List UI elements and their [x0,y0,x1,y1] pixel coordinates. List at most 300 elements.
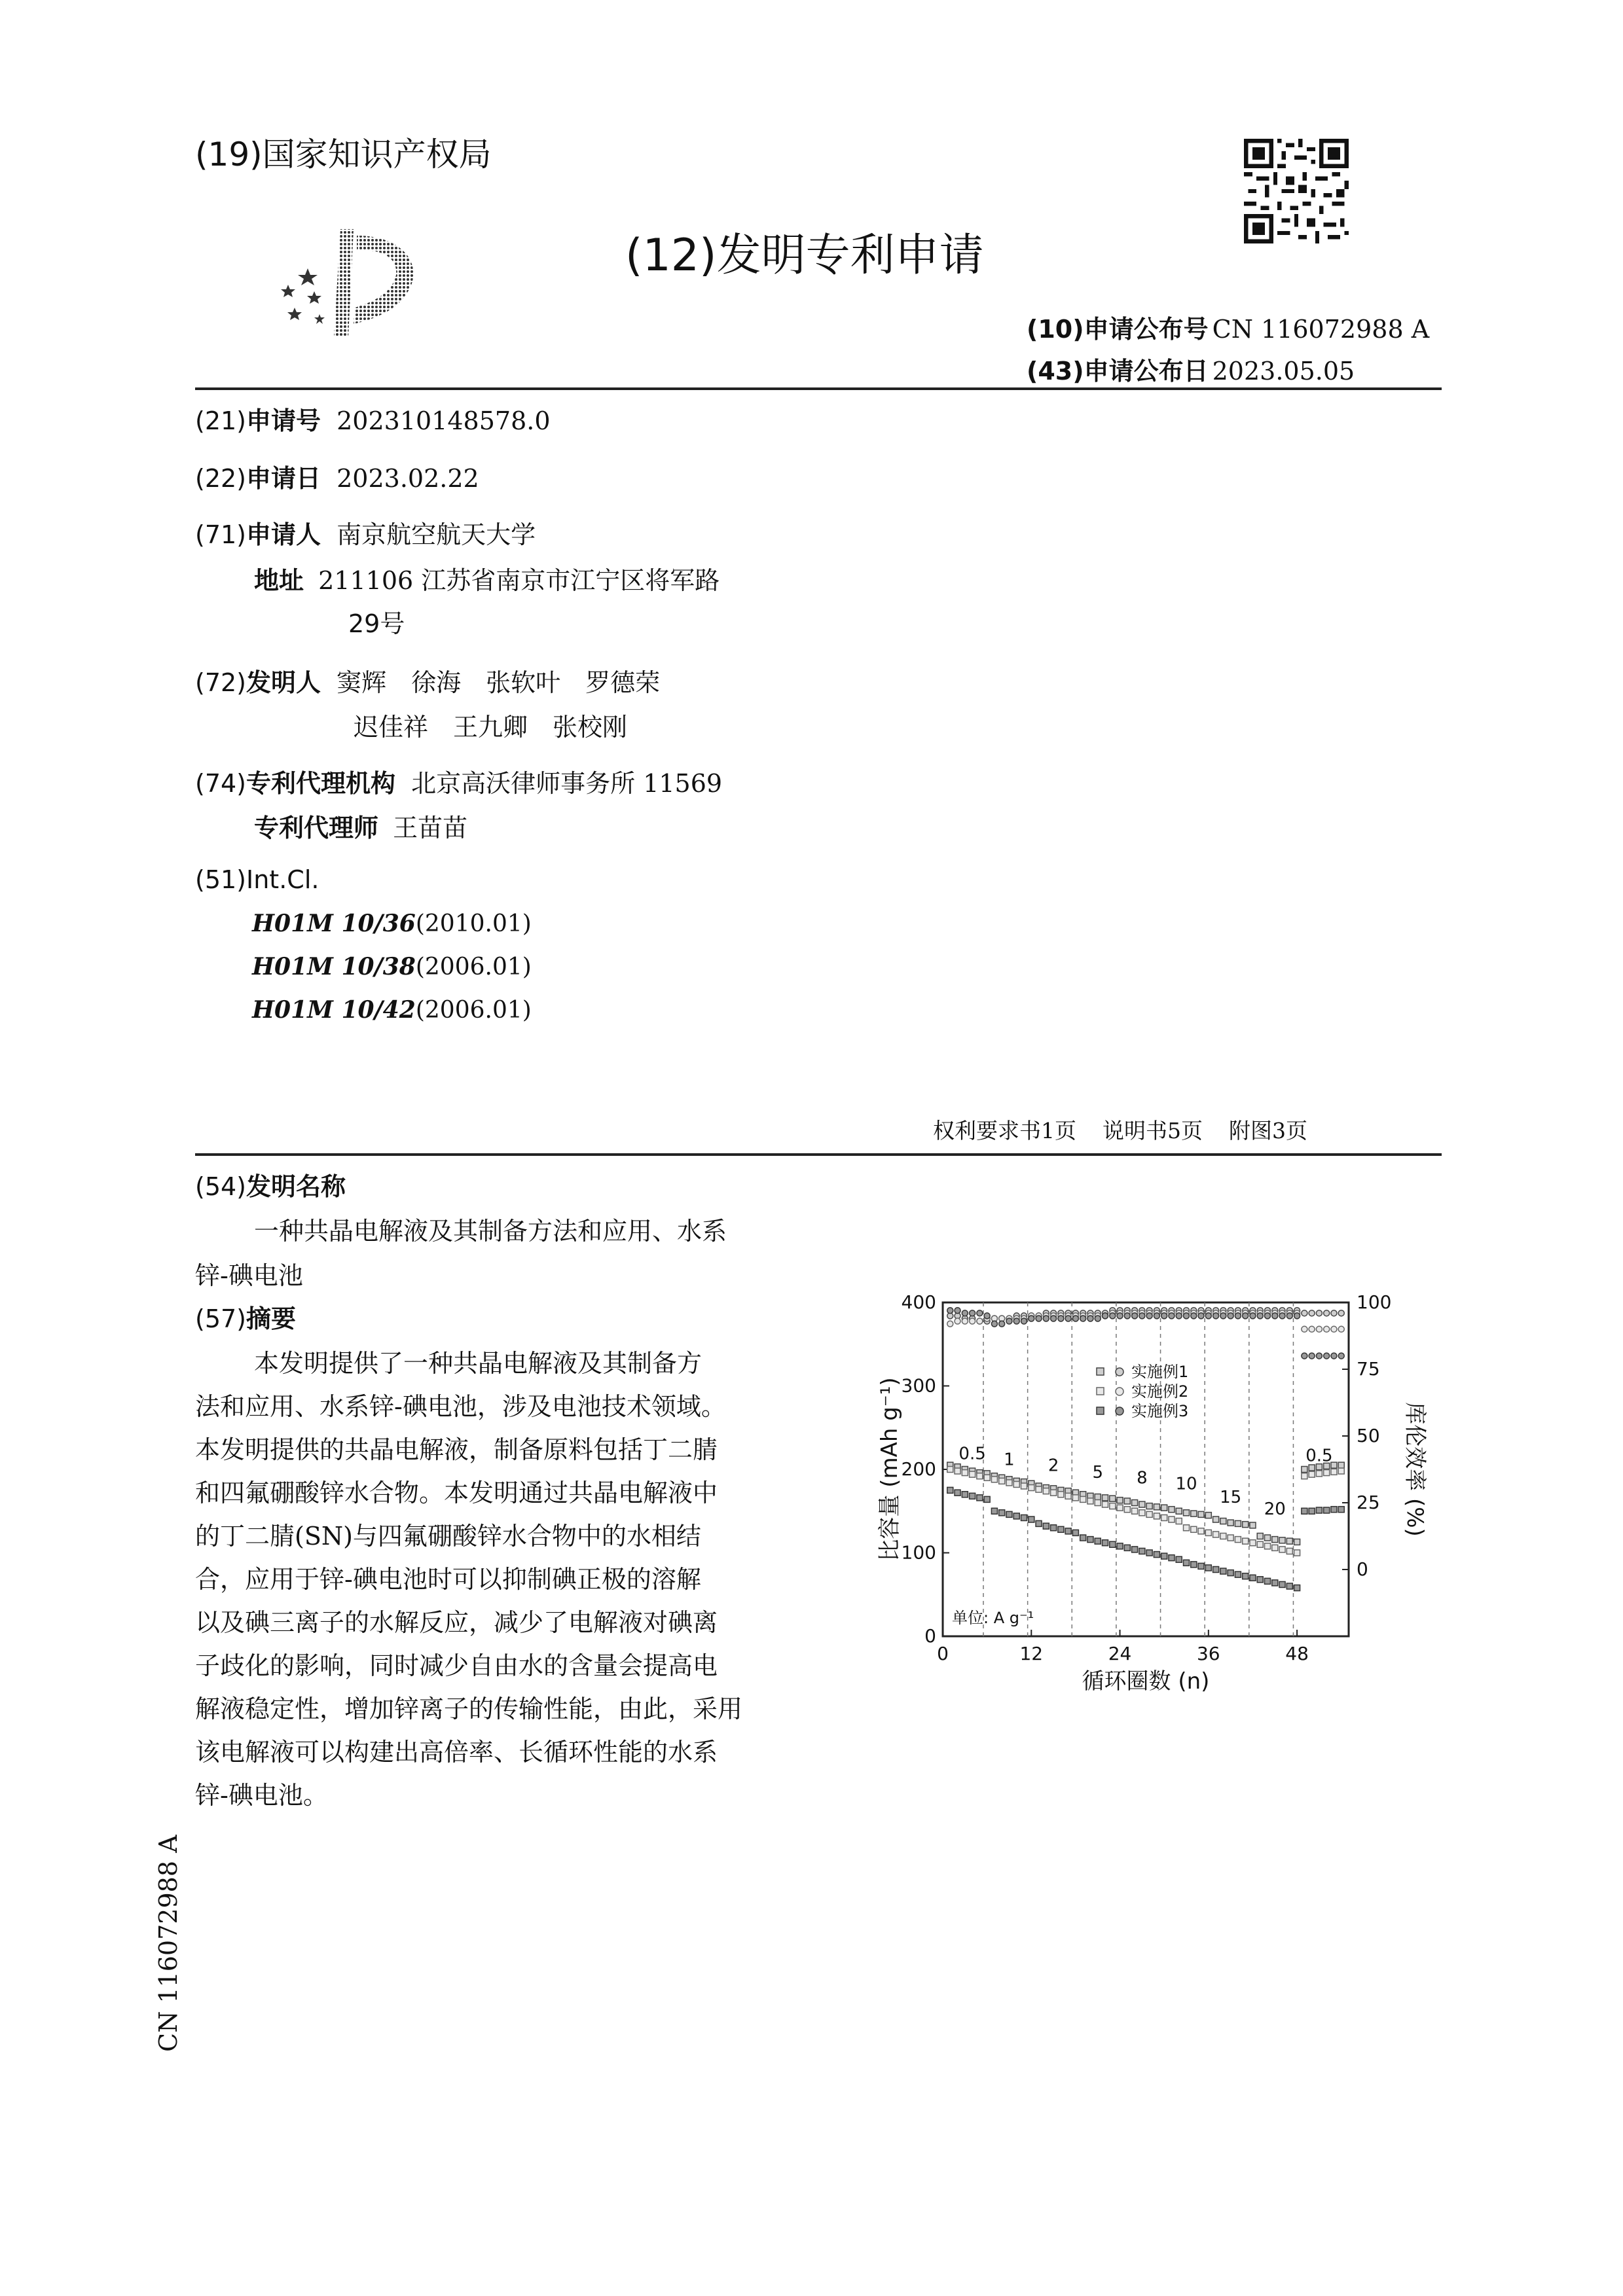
capacity-point [1198,1528,1204,1534]
capacity-point [1191,1526,1197,1532]
y-tick-label: 400 [901,1291,936,1313]
capacity-point [1117,1498,1123,1503]
capacity-point [1243,1522,1249,1528]
field-label: 专利代理机构 [246,769,396,798]
efficiency-point [1124,1313,1130,1319]
field-code: (71) [195,520,247,549]
capacity-point [984,1496,990,1502]
capacity-point [1124,1545,1130,1551]
efficiency-point [962,1318,968,1324]
field-agency [195,763,722,799]
field-label: 申请号 [246,406,321,435]
capacity-point [1294,1585,1300,1591]
capacity-point [1065,1493,1071,1499]
invention-title-line2: 锌-碘电池 [195,1261,303,1290]
efficiency-point [1324,1310,1330,1316]
y2-tick-label: 100 [1357,1291,1392,1313]
efficiency-point [1316,1310,1322,1316]
capacity-point [1184,1510,1190,1516]
abstract-heading [195,1299,296,1335]
field-address-line2: 29号 [348,609,405,638]
capacity-point [1265,1578,1271,1584]
efficiency-point [1324,1326,1330,1332]
capacity-point [1338,1507,1344,1513]
rate-label: 15 [1220,1488,1242,1507]
document-type: (12)发明专利申请 [625,230,984,281]
capacity-point [1146,1550,1152,1556]
rate-label: 20 [1264,1499,1286,1519]
capacity-point [1029,1485,1034,1491]
capacity-point [1302,1467,1307,1473]
x-tick-label: 0 [937,1643,949,1664]
capacity-point [1220,1534,1226,1539]
efficiency-point [1184,1313,1190,1319]
capacity-point [1103,1501,1108,1507]
capacity-point [1146,1503,1152,1509]
capacity-point [1043,1523,1049,1529]
field-value: 南京航空航天大学 [337,520,536,549]
abstract-line: 以及碘三离子的水解反应，减少了电解液对碘离 [195,1608,718,1637]
field-value: 王苗苗 [393,814,468,842]
efficiency-point [1036,1316,1042,1321]
efficiency-point [1065,1316,1071,1321]
capacity-point [1243,1538,1249,1544]
field-intcl [195,865,319,894]
y-tick-label: 200 [901,1458,936,1480]
capacity-point [1161,1515,1167,1520]
capacity-point [1324,1507,1330,1513]
ipc-class-3 [252,996,532,1024]
x-axis-label: 循环圈数 (n) [1082,1668,1210,1695]
field-label: 申请日 [246,464,321,493]
capacity-point [1058,1526,1064,1532]
efficiency-point [1161,1313,1167,1319]
capacity-point [1095,1500,1101,1506]
field-code: (74) [195,769,247,798]
capacity-point [1146,1511,1152,1517]
divider-middle [195,1153,1442,1156]
efficiency-point [1257,1313,1263,1319]
capacity-point [1309,1465,1315,1471]
capacity-point [1302,1508,1307,1514]
field-code: (21) [195,406,247,435]
efficiency-point [1279,1313,1285,1319]
capacity-point [947,1467,953,1473]
legend-label: 实施例1 [1131,1363,1189,1381]
page-count-claims: 权利要求书1页 [933,1118,1076,1143]
field-label: 申请人 [246,520,321,549]
capacity-point [1036,1486,1042,1492]
capacity-point [1265,1535,1271,1541]
capacity-point [1257,1541,1263,1547]
efficiency-point [1316,1353,1322,1359]
capacity-point [1250,1540,1256,1546]
capacity-point [1279,1537,1285,1543]
capacity-point [1279,1547,1285,1552]
field-value: 211106 江苏省南京市江宁区将军路 [318,566,720,595]
capacity-point [1095,1538,1101,1544]
capacity-point [1272,1580,1278,1586]
field-app-date [195,458,479,494]
capacity-point [1205,1530,1211,1535]
capacity-point [1169,1507,1175,1513]
capacity-point [977,1473,983,1479]
field-code: (72) [195,668,247,697]
efficiency-point [947,1321,953,1327]
legend-marker [1097,1368,1104,1375]
capacity-point [1117,1505,1123,1511]
capacity-point [1286,1548,1292,1554]
efficiency-point [1302,1353,1307,1359]
capacity-point [1228,1520,1233,1526]
efficiency-point [1169,1313,1175,1319]
efficiency-point [1235,1313,1241,1319]
capacity-point [1154,1504,1159,1510]
field-inventors [195,662,660,698]
efficiency-point [1021,1318,1027,1324]
abstract-line: 本发明提供了一种共晶电解液及其制备方 [254,1349,702,1378]
abstract-line: 锌-碘电池。 [195,1781,328,1810]
publication-date-label: (43)申请公布日 [1027,357,1209,386]
efficiency-point [1198,1313,1204,1319]
efficiency-point [1324,1353,1330,1359]
y2-tick-label: 25 [1357,1492,1380,1513]
capacity-point [1080,1535,1086,1541]
capacity-point [955,1490,960,1496]
legend-marker [1116,1407,1123,1415]
field-value: 窦辉 徐海 张软叶 罗德荣 [337,668,661,697]
publication-number-value: CN 116072988 A [1212,315,1430,344]
field-code: (22) [195,464,247,493]
capacity-point [947,1487,953,1493]
capacity-point [1184,1525,1190,1531]
efficiency-point [955,1308,960,1314]
capacity-point [1309,1508,1315,1514]
capacity-point [1257,1534,1263,1539]
efficiency-point [991,1321,997,1327]
efficiency-point [1139,1313,1145,1319]
capacity-point [1198,1563,1204,1569]
efficiency-point [1051,1316,1057,1321]
y-axis-label: 比容量 (mAh g⁻¹) [877,1377,903,1562]
efficiency-point [1228,1313,1233,1319]
x-tick-label: 24 [1108,1643,1132,1664]
capacity-point [1087,1498,1093,1504]
field-label: 发明人 [246,668,321,697]
efficiency-point [1154,1313,1159,1319]
capacity-point [962,1470,968,1476]
capacity-point [970,1471,976,1477]
capacity-point [1279,1581,1285,1587]
page-counts [933,1114,1334,1145]
capacity-point [1006,1511,1012,1517]
legend-marker [1097,1407,1104,1414]
capacity-point [1265,1543,1271,1549]
capacity-point [1176,1508,1182,1514]
capacity-point [1021,1515,1027,1520]
efficiency-point [955,1318,960,1324]
efficiency-point [1331,1326,1337,1332]
efficiency-point [977,1310,983,1316]
capacity-point [970,1493,976,1499]
legend-marker [1116,1388,1123,1395]
x-tick-label: 36 [1196,1643,1220,1664]
rate-label: 10 [1175,1474,1197,1494]
legend-label: 实施例2 [1131,1382,1189,1401]
efficiency-point [1095,1316,1101,1321]
capacity-point [1110,1503,1116,1509]
capacity-point [1324,1470,1330,1476]
capacity-point [1316,1471,1322,1477]
efficiency-point [1176,1313,1182,1319]
efficiency-point [1316,1326,1322,1332]
ipc-date: (2006.01) [415,954,532,980]
legend-marker [1116,1368,1123,1376]
capacity-point [1110,1496,1116,1501]
capacity-point [1065,1528,1071,1534]
publication-date [1027,351,1355,387]
side-publication-number: CN 116072988 A [154,1835,183,2052]
capacity-point [1051,1490,1057,1496]
efficiency-point [947,1308,953,1314]
capacity-point [1072,1495,1078,1501]
capacity-point [1154,1513,1159,1519]
capacity-point [1213,1516,1219,1522]
capacity-point [1286,1583,1292,1589]
field-app-no [195,401,551,437]
capacity-point [1220,1568,1226,1574]
efficiency-point [1309,1326,1315,1332]
capacity-point [1029,1516,1034,1522]
capacity-point [984,1475,990,1480]
page-count-description: 说明书5页 [1103,1118,1203,1143]
capacity-point [1051,1525,1057,1531]
efficiency-point [1309,1353,1315,1359]
capacity-point [1058,1492,1064,1498]
capacity-point [1191,1562,1197,1568]
capacity-point [1243,1573,1249,1579]
y2-tick-label: 75 [1357,1358,1380,1380]
ipc-class-2 [252,953,532,980]
field-agent [254,808,467,844]
field-code: (57) [195,1304,247,1333]
capacity-point [1169,1516,1175,1522]
field-label: 专利代理师 [254,814,379,842]
efficiency-point [1309,1310,1315,1316]
capacity-point [1235,1537,1241,1543]
efficiency-point [1117,1313,1123,1319]
efficiency-point [1103,1313,1108,1319]
capacity-point [1331,1507,1337,1513]
capacity-point [1338,1468,1344,1474]
chart-marks [947,1308,1344,1591]
abstract-line: 和四氟硼酸锌水合物。本发明通过共晶电解液中 [195,1479,718,1507]
abstract-line: 解液稳定性，增加锌离子的传输性能，由此，采用 [195,1695,743,1723]
capacity-point [1103,1540,1108,1546]
abstract-line: 本发明提供的共晶电解液，制备原料包括丁二腈 [195,1435,718,1464]
efficiency-point [1250,1313,1256,1319]
efficiency-point [1110,1313,1116,1319]
capacity-point [1110,1541,1116,1547]
capacity-point [1124,1498,1130,1504]
y-tick-label: 100 [901,1541,936,1564]
capacity-point [1205,1513,1211,1518]
efficiency-point [1294,1313,1300,1319]
capacity-point [1013,1513,1019,1519]
rate-performance-chart [851,1291,1428,1715]
title-heading [195,1166,346,1202]
efficiency-point [1043,1316,1049,1321]
efficiency-point [984,1313,990,1319]
capacity-point [1228,1535,1233,1541]
rate-label: 0.5 [958,1444,986,1464]
cnipa-logo [268,223,439,340]
efficiency-point [1243,1313,1249,1319]
efficiency-point [1006,1318,1012,1324]
capacity-point [1132,1508,1138,1514]
efficiency-point [1132,1313,1138,1319]
efficiency-point [1072,1316,1078,1321]
capacity-point [1095,1494,1101,1500]
capacity-point [1176,1518,1182,1524]
page-count-figures: 附图3页 [1229,1118,1307,1143]
capacity-point [1205,1565,1211,1571]
capacity-point [1228,1570,1233,1576]
capacity-point [1006,1480,1012,1486]
capacity-point [1286,1538,1292,1544]
efficiency-point [1302,1310,1307,1316]
field-label: 发明名称 [246,1172,346,1201]
capacity-point [1338,1462,1344,1468]
capacity-point [1302,1473,1307,1479]
capacity-point [1191,1511,1197,1516]
capacity-point [1331,1469,1337,1475]
capacity-point [1080,1496,1086,1502]
office-name: (19)国家知识产权局 [195,135,492,173]
legend-marker [1097,1388,1104,1395]
efficiency-point [999,1321,1005,1327]
field-value: 北京高沃律师事务所 11569 [411,769,723,798]
publication-number-label: (10)申请公布号 [1027,315,1209,344]
efficiency-point [970,1318,976,1324]
field-value: 2023.02.22 [337,464,479,493]
capacity-point [955,1468,960,1474]
efficiency-point [1213,1313,1219,1319]
capacity-point [1139,1501,1145,1507]
unit-note: 单位: A g⁻¹ [952,1609,1034,1627]
efficiency-point [1338,1353,1344,1359]
efficiency-point [1013,1318,1019,1324]
efficiency-point [1331,1310,1337,1316]
publication-number [1027,309,1429,345]
efficiency-point [1265,1313,1271,1319]
capacity-point [1213,1567,1219,1573]
capacity-point [1139,1548,1145,1554]
capacity-point [1021,1483,1027,1489]
capacity-point [999,1510,1005,1516]
field-label: 地址 [254,566,304,595]
ipc-date: (2006.01) [415,997,532,1024]
efficiency-point [1338,1310,1344,1316]
efficiency-point [1087,1316,1093,1321]
capacity-point [1132,1500,1138,1506]
efficiency-point [1205,1313,1211,1319]
efficiency-point [1338,1326,1344,1332]
field-code: (54) [195,1172,247,1201]
efficiency-point [1302,1326,1307,1332]
y2-tick-label: 0 [1357,1558,1368,1580]
efficiency-point [1331,1353,1337,1359]
capacity-point [1103,1495,1108,1501]
capacity-point [1272,1545,1278,1551]
efficiency-point [970,1310,976,1316]
divider-top [195,387,1442,390]
y-tick-label: 0 [924,1625,936,1647]
legend-label: 实施例3 [1131,1402,1189,1420]
capacity-point [1154,1552,1159,1558]
capacity-point [1139,1510,1145,1516]
ipc-date: (2010.01) [415,910,532,937]
capacity-point [962,1492,968,1498]
efficiency-point [1029,1316,1034,1321]
efficiency-point [1058,1316,1064,1321]
capacity-point [1013,1481,1019,1487]
capacity-point [1257,1577,1263,1583]
field-inventors-line2: 迟佳祥 王九卿 张校刚 [354,713,628,742]
capacity-point [1117,1543,1123,1549]
abstract-figure [851,1291,1428,1715]
efficiency-point [1080,1316,1086,1321]
efficiency-point [1146,1313,1152,1319]
efficiency-point [1286,1313,1292,1319]
capacity-point [1198,1511,1204,1517]
capacity-point [1235,1520,1241,1526]
invention-title-line1: 一种共晶电解液及其制备方法和应用、水系 [254,1217,727,1246]
capacity-point [1250,1522,1256,1528]
rate-label: 1 [1004,1450,1015,1470]
capacity-point [1184,1560,1190,1566]
abstract-line: 法和应用、水系锌-碘电池，涉及电池技术领域。 [195,1392,726,1421]
field-label: 摘要 [246,1304,297,1333]
capacity-point [991,1508,997,1514]
capacity-point [1272,1537,1278,1543]
field-value: 202310148578.0 [337,406,551,435]
capacity-point [977,1495,983,1501]
efficiency-point [1272,1313,1278,1319]
capacity-point [1176,1556,1182,1562]
efficiency-point [1191,1313,1197,1319]
abstract-line: 合，应用于锌-碘电池时可以抑制碘正极的溶解 [195,1565,701,1594]
capacity-point [991,1477,997,1482]
abstract-line: 子歧化的影响，同时减少自由水的含量会提高电 [195,1651,718,1680]
capacity-point [999,1478,1005,1484]
y2-axis-label: 库伦效率 (%) [1402,1402,1428,1537]
rate-label: 0.5 [1305,1446,1333,1466]
capacity-point [1124,1507,1130,1513]
qr-code [1244,139,1349,243]
efficiency-point [962,1310,968,1316]
capacity-point [1132,1547,1138,1552]
rate-label: 5 [1092,1462,1104,1482]
ipc-class-1 [252,910,532,937]
rate-label: 8 [1137,1468,1148,1488]
capacity-point [1309,1471,1315,1477]
capacity-point [1161,1505,1167,1511]
capacity-point [1213,1532,1219,1537]
y-tick-label: 300 [901,1374,936,1397]
abstract-line: 的丁二腈(SN)与四氟硼酸锌水合物中的水相结 [195,1522,701,1551]
capacity-point [1220,1518,1226,1524]
